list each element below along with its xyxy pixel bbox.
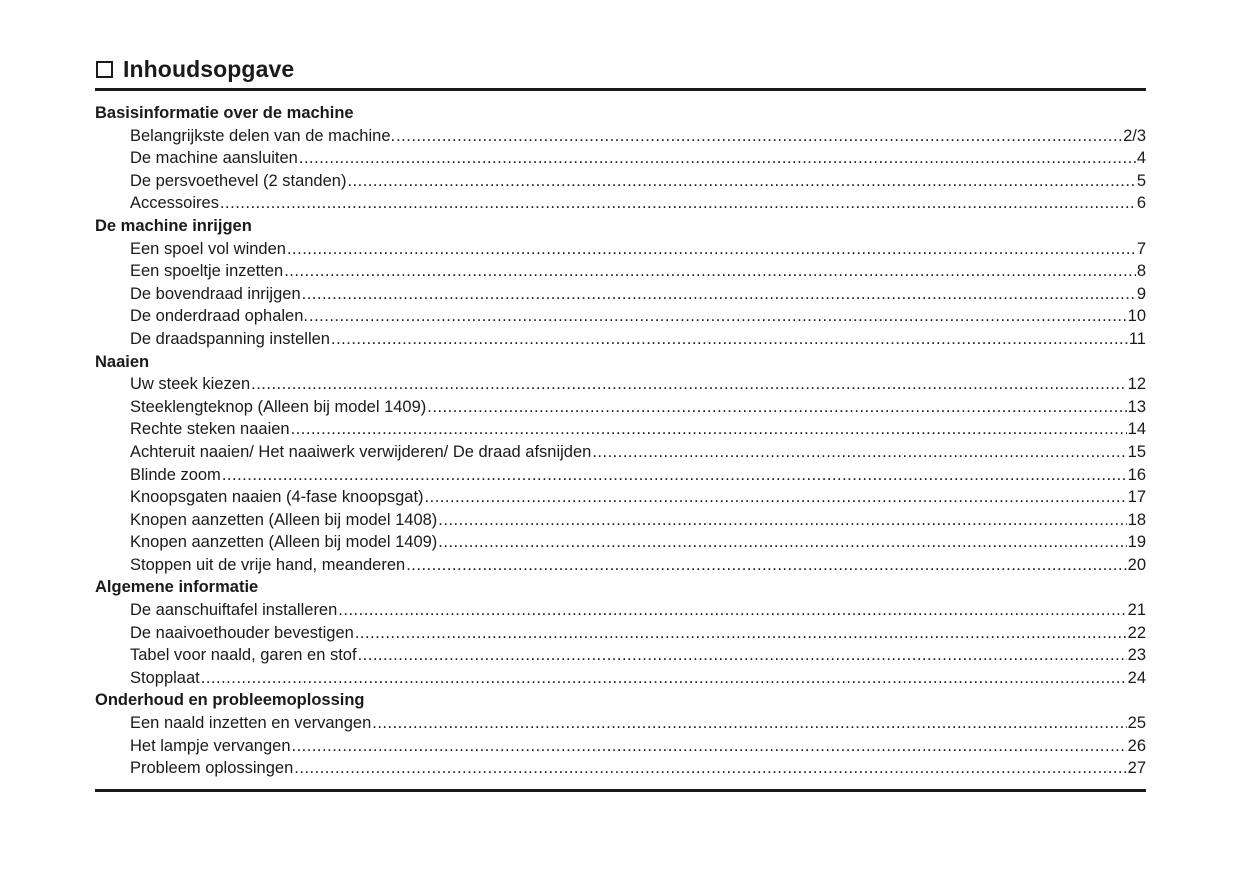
toc-entry-label: Blinde zoom <box>130 465 221 484</box>
dot-leader <box>302 283 1136 306</box>
section-heading: Onderhoud en probleemoplossing <box>95 691 365 710</box>
dot-leader <box>427 396 1126 419</box>
toc-entry-page-number: 7 <box>1136 239 1146 258</box>
dot-leader <box>309 305 1127 328</box>
toc-entry[interactable] <box>95 735 1146 758</box>
section-heading: De machine inrijgen <box>95 216 252 235</box>
bottom-divider <box>95 789 1146 792</box>
toc-entry[interactable] <box>95 305 1146 328</box>
dot-leader <box>438 509 1126 532</box>
toc-entry-page-number: 18 <box>1127 510 1146 529</box>
toc-entry[interactable] <box>95 283 1146 306</box>
toc-entry-page-number: 19 <box>1127 533 1146 552</box>
dot-leader <box>251 373 1127 396</box>
toc-entry-page-number: 22 <box>1127 623 1146 642</box>
toc-entry-page-number: 10 <box>1127 307 1146 326</box>
dot-leader <box>299 147 1136 170</box>
dot-leader <box>287 238 1136 261</box>
toc-entry-label: Uw steek kiezen <box>130 375 251 394</box>
toc-entry-page-number: 9 <box>1136 284 1146 303</box>
toc-entry-page-number: 20 <box>1127 555 1146 574</box>
toc-entry[interactable] <box>95 192 1146 215</box>
toc-entry-label: Steeklengteknop (Alleen bij model 1409) <box>130 397 427 416</box>
dot-leader <box>220 192 1136 215</box>
table-of-contents <box>95 102 1146 780</box>
toc-entry-page-number: 15 <box>1127 442 1146 461</box>
toc-entry-label: Stopplaat <box>130 668 200 687</box>
toc-entry[interactable] <box>95 667 1146 690</box>
toc-page <box>95 52 1146 780</box>
toc-entry[interactable] <box>95 622 1146 645</box>
toc-entry-page-number: 27 <box>1127 759 1146 778</box>
toc-entry[interactable] <box>95 238 1146 261</box>
toc-entry[interactable] <box>95 260 1146 283</box>
toc-entry-label: Achteruit naaien/ Het naaiwerk verwijderen/ De draad afsnijden <box>130 442 592 461</box>
dot-leader <box>425 486 1127 509</box>
toc-entry-label: Stoppen uit de vrije hand, meanderen <box>130 555 406 574</box>
toc-entry[interactable] <box>95 170 1146 193</box>
toc-entry[interactable] <box>95 464 1146 487</box>
toc-entry-page-number: 25 <box>1127 714 1146 733</box>
section-heading: Naaien <box>95 352 150 371</box>
dot-leader <box>222 464 1127 487</box>
dot-leader <box>592 441 1126 464</box>
section-heading: Algemene informatie <box>95 578 259 597</box>
toc-entry-label: Een naald inzetten en vervangen <box>130 714 372 733</box>
toc-entry-page-number: 2/3 <box>1123 126 1146 145</box>
title-row <box>95 52 1146 86</box>
toc-entry-page-number: 11 <box>1128 329 1146 348</box>
dot-leader <box>284 260 1136 283</box>
toc-entry-page-number: 24 <box>1127 668 1146 687</box>
dot-leader <box>338 599 1126 622</box>
dot-leader <box>347 170 1135 193</box>
toc-entry-label: De draadspanning instellen <box>130 329 330 348</box>
toc-entry-page-number: 16 <box>1127 465 1146 484</box>
toc-entry-page-number: 17 <box>1127 488 1146 507</box>
toc-entry-page-number: 26 <box>1127 736 1146 755</box>
toc-entry-page-number: 12 <box>1127 375 1146 394</box>
toc-entry[interactable] <box>95 373 1146 396</box>
toc-entry-label: Knopen aanzetten (Alleen bij model 1408) <box>130 510 438 529</box>
dot-leader <box>355 622 1127 645</box>
toc-entry-label: De aanschuiftafel installeren <box>130 601 338 620</box>
toc-entry-page-number: 6 <box>1136 194 1146 213</box>
toc-entry[interactable] <box>95 554 1146 577</box>
toc-entry-label: Tabel voor naald, garen en stof <box>130 646 357 665</box>
toc-entry-label: De bovendraad inrijgen <box>130 284 301 303</box>
dot-leader <box>291 418 1127 441</box>
toc-entry[interactable] <box>95 531 1146 554</box>
toc-entry[interactable] <box>95 147 1146 170</box>
dot-leader <box>331 328 1128 351</box>
toc-entry[interactable] <box>95 712 1146 735</box>
toc-entry-label: Knopen aanzetten (Alleen bij model 1409) <box>130 533 438 552</box>
toc-entry-page-number: 8 <box>1136 262 1146 281</box>
toc-entry[interactable] <box>95 486 1146 509</box>
toc-entry-label: De onderdraad ophalen. <box>130 307 308 326</box>
toc-entry[interactable] <box>95 328 1146 351</box>
toc-entry-page-number: 21 <box>1127 601 1146 620</box>
toc-entry-label: Knoopsgaten naaien (4-fase knoopsgat) <box>130 488 424 507</box>
toc-entry-page-number: 13 <box>1127 397 1146 416</box>
checkbox-square-icon <box>96 61 113 78</box>
toc-entry-page-number: 5 <box>1136 171 1146 190</box>
toc-entry-page-number: 23 <box>1127 646 1146 665</box>
dot-leader <box>294 757 1126 780</box>
dot-leader <box>396 125 1122 148</box>
toc-entry-label: Een spoel vol winden <box>130 239 286 258</box>
section-heading: Basisinformatie over de machine <box>95 104 354 122</box>
toc-entry-label: Accessoires <box>130 194 219 213</box>
dot-leader <box>406 554 1126 577</box>
toc-entry[interactable] <box>95 441 1146 464</box>
toc-entry[interactable] <box>95 396 1146 419</box>
toc-entry-page-number: 14 <box>1127 420 1146 439</box>
toc-entry[interactable] <box>95 599 1146 622</box>
toc-entry-label: Rechte steken naaien <box>130 420 290 439</box>
dot-leader <box>372 712 1126 735</box>
toc-entry-label: De machine aansluiten <box>130 149 298 168</box>
toc-entry[interactable] <box>95 418 1146 441</box>
toc-entry[interactable] <box>95 644 1146 667</box>
toc-entry-label: De persvoethevel (2 standen) <box>130 171 347 190</box>
page-title: Inhoudsopgave <box>123 55 295 82</box>
toc-entry-label: Een spoeltje inzetten <box>130 262 284 281</box>
dot-leader <box>358 644 1127 667</box>
toc-entry-page-number: 4 <box>1136 149 1146 168</box>
top-divider <box>95 88 1146 91</box>
toc-entry-label: Het lampje vervangen <box>130 736 291 755</box>
toc-entry-label: De naaivoethouder bevestigen <box>130 623 354 642</box>
toc-entry[interactable] <box>95 509 1146 532</box>
dot-leader <box>201 667 1127 690</box>
toc-entry[interactable] <box>95 125 1146 148</box>
toc-entry-label: Belangrijkste delen van de machine. <box>130 126 396 145</box>
toc-entry[interactable] <box>95 757 1146 780</box>
dot-leader <box>438 531 1126 554</box>
toc-entry-label: Probleem oplossingen <box>130 759 294 778</box>
dot-leader <box>292 735 1127 758</box>
